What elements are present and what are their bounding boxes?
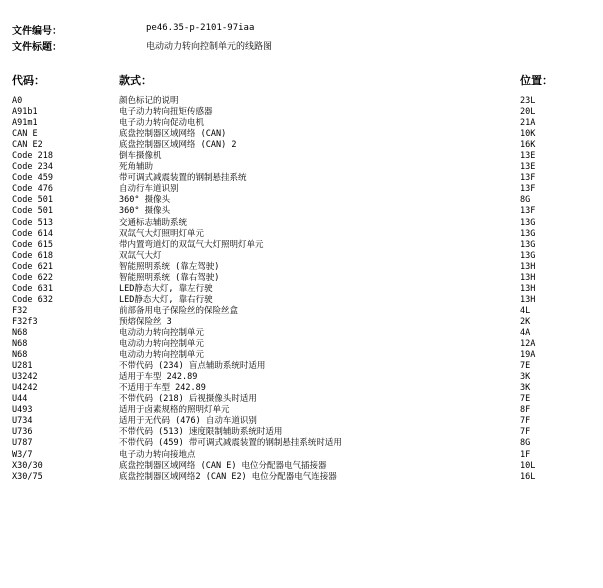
row-description: 不适用于车型 242.89 <box>119 383 206 394</box>
table-row <box>0 184 603 195</box>
table-row <box>0 372 603 383</box>
row-position: 12A <box>520 339 536 350</box>
row-code: Code 459 <box>12 173 53 184</box>
row-description: 底盘控制器区域网络 (CAN E) 电位分配器电气插接器 <box>119 460 327 471</box>
row-description: 不带代码 (234) 盲点辅助系统时适用 <box>119 361 266 372</box>
row-code: X30/30 <box>12 460 43 471</box>
doc-number-label: 文件编号： <box>12 26 62 37</box>
row-code: Code 218 <box>12 151 53 162</box>
table-row <box>0 394 603 405</box>
row-position: 10K <box>520 129 536 140</box>
row-description: 电动动力转向控制单元 <box>119 327 205 338</box>
table-row <box>0 405 603 416</box>
row-description: 带可调式减震装置的钢制悬挂系统 <box>119 173 247 184</box>
row-code: A0 <box>12 96 23 106</box>
table-row <box>0 328 603 339</box>
row-code: N68 <box>12 350 28 361</box>
table-row <box>0 251 603 262</box>
table-row <box>0 350 603 361</box>
legend-table <box>0 96 603 483</box>
table-row <box>0 262 603 273</box>
row-position: 13G <box>520 250 536 261</box>
row-description: 底盘控制器区域网络2 (CAN E2) 电位分配器电气连接器 <box>119 471 337 482</box>
row-position: 19A <box>520 350 536 361</box>
table-row <box>0 383 603 394</box>
row-description: 双氙气大灯照明灯单元 <box>119 228 205 239</box>
row-description: 带内置弯道灯的双氙气大灯照明灯单元 <box>119 239 264 250</box>
row-position: 13H <box>520 283 536 294</box>
row-position: 13H <box>520 272 536 283</box>
row-position: 13G <box>520 239 536 250</box>
row-code: U493 <box>12 405 33 416</box>
row-position: 13H <box>520 294 536 305</box>
row-position: 4A <box>520 327 531 338</box>
doc-title-value: 电动动力转向控制单元的线路图 <box>146 42 273 52</box>
row-description: 颜色标记的说明 <box>119 96 179 106</box>
row-description: 适用于车型 242.89 <box>119 372 198 383</box>
row-description: 前部备用电子保险丝的保险丝盒 <box>119 305 239 316</box>
row-code: CAN E2 <box>12 140 43 151</box>
row-code: W3/7 <box>12 449 33 460</box>
table-row <box>0 416 603 427</box>
row-code: Code 621 <box>12 261 53 272</box>
row-code: N68 <box>12 339 28 350</box>
row-description: 双氙气大灯 <box>119 250 162 261</box>
row-code: F32f3 <box>12 316 38 327</box>
table-row <box>0 450 603 461</box>
table-row <box>0 361 603 372</box>
row-description: 360° 摄像头 <box>119 206 171 217</box>
row-code: A91m1 <box>12 118 38 129</box>
table-row <box>0 427 603 438</box>
table-row <box>0 229 603 240</box>
table-row <box>0 195 603 206</box>
table-row <box>0 129 603 140</box>
row-description: 智能照明系统 (靠左驾驶) <box>119 261 220 272</box>
row-position: 13F <box>520 173 536 184</box>
row-position: 10L <box>520 460 536 471</box>
row-position: 13G <box>520 228 536 239</box>
row-position: 8F <box>520 405 531 416</box>
row-code: U3242 <box>12 372 38 383</box>
row-description: 电动动力转向控制单元 <box>119 339 205 350</box>
row-description: 自动行车道识别 <box>119 184 179 195</box>
row-code: U787 <box>12 438 33 449</box>
row-position: 2K <box>520 316 531 327</box>
row-description: 不带代码 (218) 后视摄像头时适用 <box>119 394 257 405</box>
row-position: 8G <box>520 438 531 449</box>
row-code: Code 615 <box>12 239 53 250</box>
row-position: 13G <box>520 217 536 228</box>
row-description: 电子动力转向接地点 <box>119 449 196 460</box>
row-description: 交通标志辅助系统 <box>119 217 188 228</box>
table-row <box>0 173 603 184</box>
row-code: X30/75 <box>12 471 43 482</box>
row-code: U734 <box>12 416 33 427</box>
row-code: Code 501 <box>12 206 53 217</box>
row-code: U281 <box>12 361 33 372</box>
row-description: 电子动力转向促动电机 <box>119 118 205 129</box>
code-column-header: 代码： <box>12 74 45 87</box>
row-code: A91b1 <box>12 107 38 118</box>
row-code: Code 618 <box>12 250 53 261</box>
row-position: 13F <box>520 184 536 195</box>
table-row <box>0 96 603 107</box>
row-description: 死角辅助 <box>119 162 154 173</box>
table-row <box>0 151 603 162</box>
row-position: 7E <box>520 361 531 372</box>
row-description: 智能照明系统 (靠右驾驶) <box>119 272 220 283</box>
row-code: CAN E <box>12 129 38 140</box>
table-row <box>0 107 603 118</box>
table-row <box>0 273 603 284</box>
row-code: Code 631 <box>12 283 53 294</box>
row-position: 16K <box>520 140 536 151</box>
row-position: 23L <box>520 96 536 106</box>
row-code: Code 476 <box>12 184 53 195</box>
row-position: 1F <box>520 449 531 460</box>
row-position: 21A <box>520 118 536 129</box>
model-column-header: 款式： <box>119 74 152 87</box>
row-position: 7E <box>520 394 531 405</box>
table-row <box>0 461 603 472</box>
row-description: 倒车摄像机 <box>119 151 162 162</box>
doc-number-value: pe46.35-p-2101-97iaa <box>146 23 255 33</box>
row-description: 不带代码 (513) 速度限制辅助系统时适用 <box>119 427 283 438</box>
table-row <box>0 140 603 151</box>
row-code: Code 614 <box>12 228 53 239</box>
row-position: 13E <box>520 151 536 162</box>
row-position: 20L <box>520 107 536 118</box>
row-code: U736 <box>12 427 33 438</box>
row-code: F32 <box>12 305 28 316</box>
table-row <box>0 306 603 317</box>
row-position: 3K <box>520 383 531 394</box>
table-row <box>0 438 603 449</box>
row-code: Code 622 <box>12 272 53 283</box>
row-position: 13E <box>520 162 536 173</box>
row-description: 预熔保险丝 3 <box>119 316 172 327</box>
row-code: U44 <box>12 394 28 405</box>
row-description: LED静态大灯, 靠右行驶 <box>119 294 213 305</box>
row-position: 3K <box>520 372 531 383</box>
table-row <box>0 162 603 173</box>
row-description: 电子动力转向扭矩传感器 <box>119 107 213 118</box>
row-position: 13H <box>520 261 536 272</box>
row-code: Code 234 <box>12 162 53 173</box>
row-description: 底盘控制器区域网络 (CAN) 2 <box>119 140 237 151</box>
row-description: LED静态大灯, 靠左行驶 <box>119 283 213 294</box>
row-code: N68 <box>12 327 28 338</box>
row-position: 7F <box>520 416 531 427</box>
row-code: Code 513 <box>12 217 53 228</box>
table-row <box>0 295 603 306</box>
table-row <box>0 317 603 328</box>
table-row <box>0 206 603 217</box>
row-description: 电动动力转向控制单元 <box>119 350 205 361</box>
row-position: 8G <box>520 195 531 206</box>
row-description: 不带代码 (459) 带可调式减震装置的钢制悬挂系统时适用 <box>119 438 342 449</box>
row-code: Code 501 <box>12 195 53 206</box>
table-row <box>0 339 603 350</box>
row-code: U4242 <box>12 383 38 394</box>
doc-title-label: 文件标题： <box>12 42 62 53</box>
row-position: 13F <box>520 206 536 217</box>
table-row <box>0 240 603 251</box>
row-code: Code 632 <box>12 294 53 305</box>
row-position: 7F <box>520 427 531 438</box>
row-description: 适用于无代码 (476) 自动车道识别 <box>119 416 257 427</box>
table-row <box>0 118 603 129</box>
row-position: 16L <box>520 471 536 482</box>
row-position: 4L <box>520 305 531 316</box>
row-description: 适用于卤素规格的照明灯单元 <box>119 405 230 416</box>
row-description: 底盘控制器区域网络 (CAN) <box>119 129 227 140</box>
table-row <box>0 218 603 229</box>
row-description: 360° 摄像头 <box>119 195 171 206</box>
position-column-header: 位置： <box>520 74 553 87</box>
table-row <box>0 472 603 483</box>
table-row <box>0 284 603 295</box>
